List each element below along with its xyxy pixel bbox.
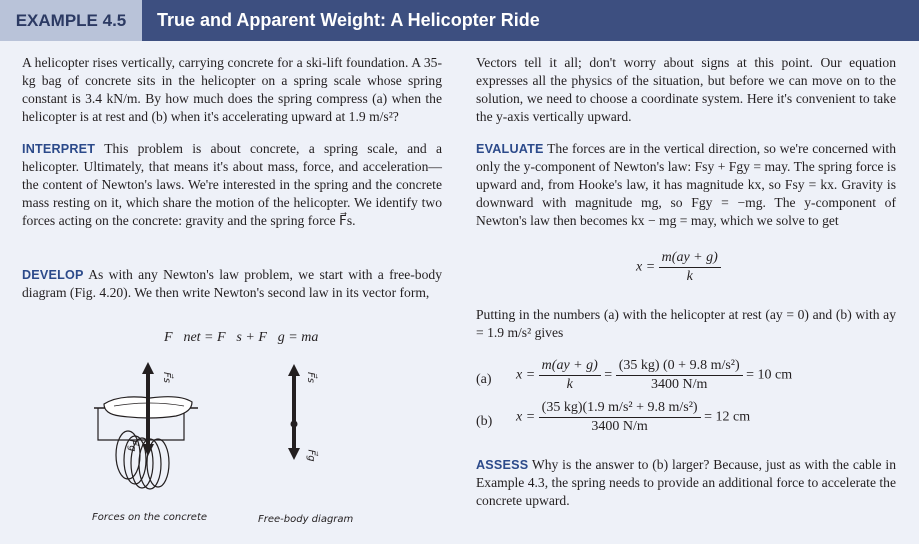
case-a-label: (a) [476, 372, 492, 387]
evaluate-section [476, 140, 896, 230]
evaluate-text: The forces are in the vertical direction, so we're concerned with only the y-component of Newton's law: Fsy + Fgy = may. The spring force is upward and, from Hooke's law, it has magnitude kx, so Fsy = kx. Gravity is downward with magnitude mg, so Fgy = −mg. The y-component of Newton's law then becomes kx − mg = may, which we solve to get [476, 141, 896, 228]
vectors-text: Vectors tell it all; don't worry about signs at this point. Our equation expresses all the physics of the situation, but before we can move on to the solution, we need to choose a coordinate system. Here it's convenient to take the y-axis vertically upward. [476, 55, 896, 124]
caption-free-body-diagram: Free-body diagram [258, 514, 354, 525]
example-title: True and Apparent Weight: A Helicopter Ride [157, 10, 540, 30]
interpret-section [22, 140, 442, 230]
case-b-result: = 12 cm [704, 409, 751, 425]
develop-text: As with any Newton's law problem, we start with a free-body diagram (Fig. 4.20). We then write Newton's second law in its vector form, [22, 267, 442, 300]
assess-keyword: ASSESS [476, 458, 529, 472]
example-number-badge: EXAMPLE 4.5 [0, 0, 142, 41]
solved-lhs: x = [636, 259, 656, 275]
problem-statement [22, 54, 442, 126]
newton-second-law-equation: F⃗net = F⃗s + F⃗g = ma⃗ [164, 330, 330, 345]
force-diagram [80, 360, 370, 510]
interpret-text: This problem is about concrete, a spring scale, and a helicopter. Ultimately, that means it's about mass, force, and acceleration—the content of Newton's laws. We're interested in the spring and the concrete mass resting on it, which share the motion of the helicopter. We identify two forces acting on the concrete: gravity and the spring force F⃗s. [22, 141, 443, 228]
coordinate-discussion [476, 54, 896, 126]
solved-denominator: k [686, 269, 693, 284]
case-a-result: = 10 cm [746, 367, 793, 383]
label-spring-force-right: F⃗s [304, 372, 316, 383]
solved-equation [636, 250, 721, 285]
numbers-text: Putting in the numbers (a) with the helicopter at rest (ay = 0) and (b) with ay = 1.9 m/s² gives [476, 307, 896, 340]
problem-text: A helicopter rises vertically, carrying concrete for a ski-lift foundation. A 35-kg bag of concrete sits in the helicopter on a spring scale whose spring constant is 3.4 kN/m. By how much does the spring compress (a) when the helicopter is at rest and (b) when it's accelerating upward at 1.9 m/s²? [22, 55, 442, 124]
label-spring-force-left: F⃗s [160, 372, 172, 383]
example-header [0, 0, 919, 41]
numbers-paragraph [476, 306, 896, 342]
case-a-equation: x = $\frac{m(ay + g)}{k}$ = $\frac{\text{(35 kg) (0 + 9.8 m/s²)}}{3400 N/m}$ = 10 cm [516, 358, 793, 392]
assess-text: Why is the answer to (b) larger? Because, just as with the cable in Example 4.3, the spring needs to provide an additional force to accelerate the concrete upward. [476, 457, 897, 508]
develop-section [22, 266, 442, 302]
case-b-label: (b) [476, 414, 493, 429]
case-b-equation: x = $\frac{\text{(35 kg)(1.9 m/s² + 9.8 m/s²)}}{3400 N/m}$ = 12 cm [516, 400, 751, 434]
solved-numerator: m(ay + g) [659, 250, 721, 268]
interpret-keyword: INTERPRET [22, 142, 96, 156]
label-gravity-force-left: F⃗g [126, 439, 138, 452]
evaluate-keyword: EVALUATE [476, 142, 544, 156]
caption-forces-on-concrete: Forces on the concrete [92, 512, 208, 523]
label-gravity-force-right: F⃗g [305, 449, 317, 462]
develop-keyword: DEVELOP [22, 268, 84, 282]
assess-section [476, 456, 896, 510]
